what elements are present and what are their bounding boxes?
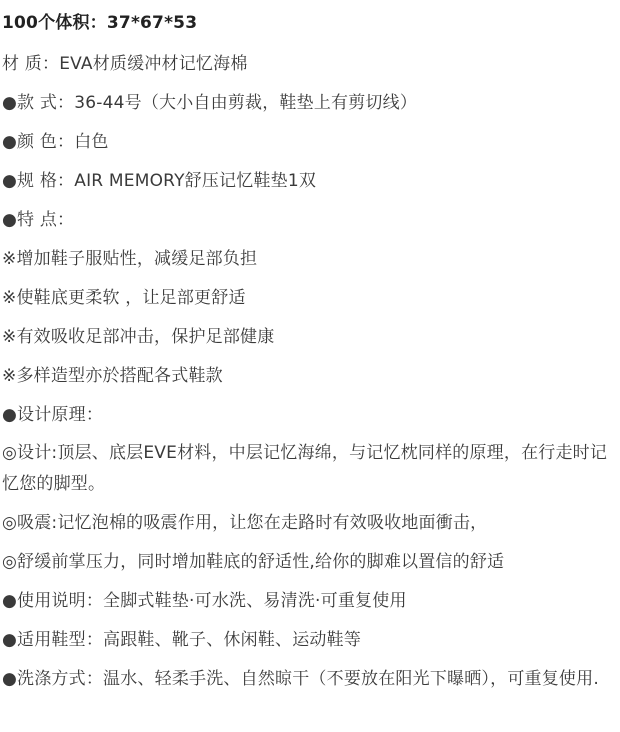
washing-paragraph: ●洗涤方式：温水、轻柔手洗、自然晾干（不要放在阳光下曝晒），可重复使用. — [2, 669, 599, 689]
feature-item: ※有效吸收足部冲击，保护足部健康 — [2, 327, 275, 347]
color-line: ●颜 色：白色 — [2, 132, 109, 152]
volume-heading: 100个体积：37*67*53 — [2, 13, 198, 33]
feature-item: ※使鞋底更柔软 ，让足部更舒适 — [2, 288, 246, 308]
features-heading: ●特 点： — [2, 210, 75, 230]
applicable-shoes-line: ●适用鞋型：高跟鞋、靴子、休闲鞋、运动鞋等 — [2, 630, 362, 650]
design-paragraph: ◎设计:顶层、底层EVE材料，中层记忆海绵，与记忆枕同样的原理，在行走时记忆您的脚型。 — [2, 443, 608, 494]
shock-absorb-line: ◎吸震:记忆泡棉的吸震作用，让您在走路时有效吸收地面衝击， — [2, 513, 488, 533]
material-line: 材 质：EVA材质缓冲材记忆海棉 — [2, 54, 248, 74]
style-line: ●款 式：36-44号（大小自由剪裁，鞋垫上有剪切线） — [2, 93, 418, 113]
feature-item: ※增加鞋子服贴性，减缓足部负担 — [2, 249, 258, 269]
usage-line: ●使用说明：全脚式鞋垫·可水洗、易清洗·可重复使用 — [2, 591, 407, 611]
design-principle-heading: ●设计原理： — [2, 405, 104, 425]
spec-line: ●规 格：AIR MEMORY舒压记忆鞋垫1双 — [2, 171, 317, 191]
forefoot-relief-line: ◎舒缓前掌压力，同时增加鞋底的舒适性,给你的脚难以置信的舒适 — [2, 552, 505, 572]
feature-item: ※多样造型亦於搭配各式鞋款 — [2, 366, 223, 386]
